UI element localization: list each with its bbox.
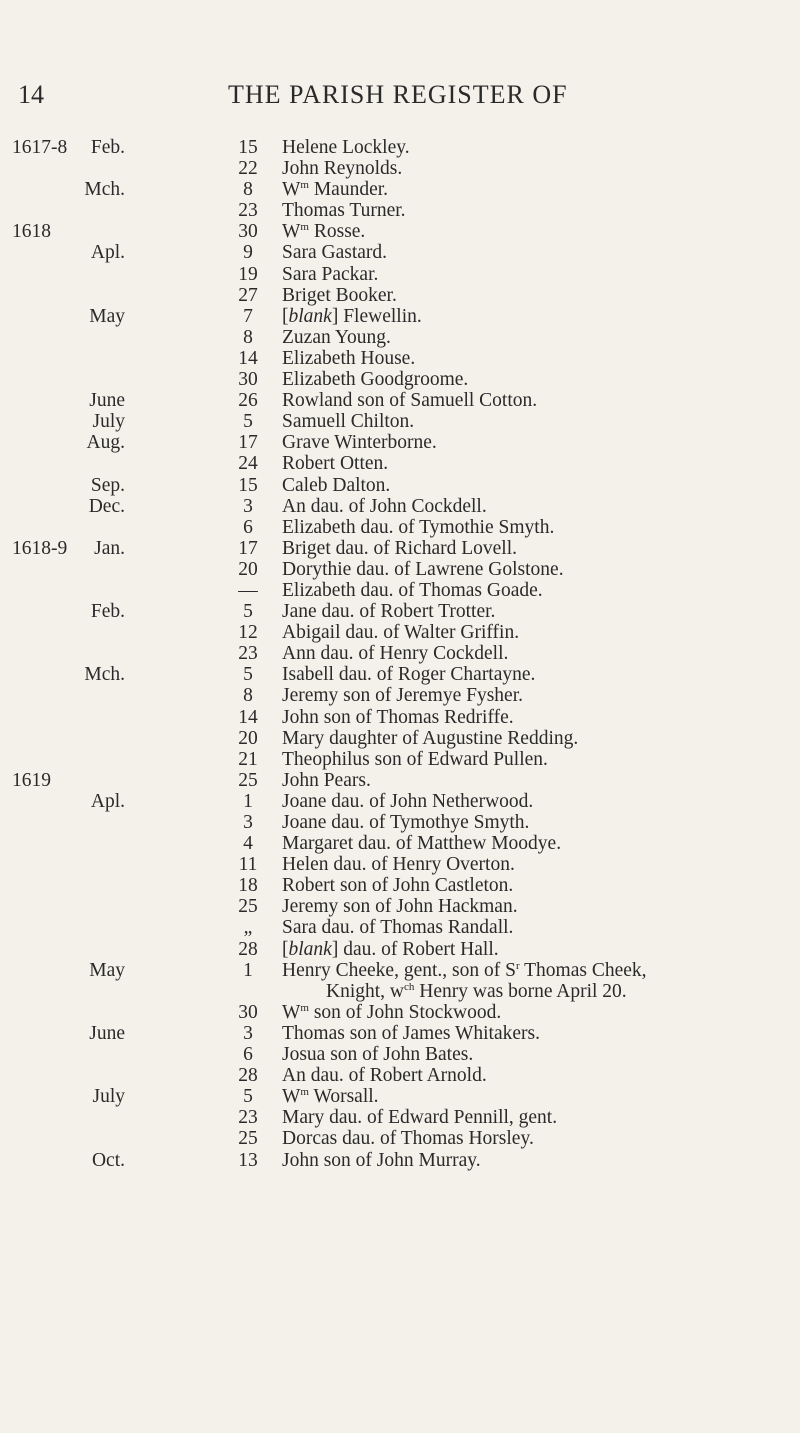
entry-text: Samuell Chilton. xyxy=(282,411,415,433)
running-title: THE PARISH REGISTER OF xyxy=(228,80,568,109)
entry-day: 15 xyxy=(238,474,258,496)
entry-text: Elizabeth dau. of Thomas Goade. xyxy=(282,579,543,601)
entry-text: $W^m$ son of John Stockwood. xyxy=(282,1001,502,1023)
register-entry xyxy=(0,221,800,242)
entry-day: 5 xyxy=(243,1086,253,1108)
entry-day: 13 xyxy=(238,1149,258,1171)
entry-day: 30 xyxy=(238,1001,258,1023)
register-entry xyxy=(0,749,800,770)
entry-day: 3 xyxy=(243,812,253,833)
entry-text: Isabell dau. of Roger Chartayne. xyxy=(282,664,536,686)
register-entry xyxy=(0,939,800,960)
entry-month: June xyxy=(89,390,125,412)
register-entry xyxy=(0,622,800,643)
entry-text: Sara Gastard. xyxy=(282,242,388,264)
entry-day: „ xyxy=(243,917,253,939)
entry-month: Oct. xyxy=(91,1149,125,1171)
entry-month: July xyxy=(92,411,125,433)
entry-day: 17 xyxy=(238,537,258,559)
register-entry xyxy=(0,981,800,1002)
register-entry xyxy=(0,896,800,917)
register-entry xyxy=(0,432,800,453)
register-entry xyxy=(0,770,800,791)
register-entry xyxy=(0,348,800,369)
register-entry xyxy=(0,158,800,179)
entry-month: June xyxy=(89,1022,125,1044)
entry-day: 8 xyxy=(243,685,253,707)
register-entry xyxy=(0,517,800,538)
entry-day: 23 xyxy=(238,643,258,665)
register-entry xyxy=(0,664,800,685)
entry-month: Mch. xyxy=(84,664,125,686)
register-entry xyxy=(0,1128,800,1149)
register-entry xyxy=(0,453,800,474)
entry-day: 26 xyxy=(238,390,258,412)
entry-text: John son of Thomas Redriffe. xyxy=(282,706,514,728)
entry-day: 14 xyxy=(238,347,258,369)
entry-month: Jan. xyxy=(94,537,125,559)
register-entry xyxy=(0,601,800,622)
entry-day: 9 xyxy=(243,242,253,264)
entry-text: An dau. of Robert Arnold. xyxy=(282,1065,487,1087)
entry-day: 12 xyxy=(238,622,258,644)
register-entry xyxy=(0,875,800,896)
entry-month: May xyxy=(89,959,125,981)
entry-text: John Reynolds. xyxy=(282,158,403,180)
entry-month: Apl. xyxy=(90,790,125,812)
register-entry xyxy=(0,1107,800,1128)
entry-text: Helene Lockley. xyxy=(282,137,410,158)
entry-text: Jeremy son of Jeremye Fysher. xyxy=(282,685,523,707)
entry-year: 1619 xyxy=(12,769,51,791)
register-entry xyxy=(0,685,800,706)
entry-text: Ann dau. of Henry Cockdell. xyxy=(282,643,509,665)
entry-day: 5 xyxy=(243,664,253,686)
entry-text: John Pears. xyxy=(282,769,371,791)
register-entries xyxy=(0,137,800,1171)
entry-day: 6 xyxy=(243,516,253,538)
entry-day: 19 xyxy=(238,263,258,285)
page-header xyxy=(0,80,800,120)
entry-text: An dau. of John Cockdell. xyxy=(282,495,487,517)
register-entry xyxy=(0,833,800,854)
entry-text: Sara Packar. xyxy=(282,263,379,285)
entry-month: Apl. xyxy=(90,242,125,264)
entry-text: $W^m$ Rosse. xyxy=(282,221,366,243)
entry-text: Knight, $w^{ch}$ Henry was borne April 20. xyxy=(326,980,627,1002)
register-entry xyxy=(0,707,800,728)
register-entry xyxy=(0,917,800,938)
entry-text: Sara dau. of Thomas Randall. xyxy=(282,917,514,939)
register-entry xyxy=(0,411,800,432)
register-entry xyxy=(0,390,800,411)
entry-month: Sep. xyxy=(90,474,125,496)
entry-text: Jeremy son of John Hackman. xyxy=(282,896,518,918)
entry-text: Zuzan Young. xyxy=(282,326,391,348)
entry-text: Dorcas dau. of Thomas Horsley. xyxy=(282,1128,534,1150)
entry-month: Aug. xyxy=(86,432,125,454)
entry-day: 25 xyxy=(238,769,258,791)
register-entry xyxy=(0,1065,800,1086)
entry-text: Dorythie dau. of Lawrene Golstone. xyxy=(282,558,564,580)
entry-month: Feb. xyxy=(90,601,125,623)
entry-day: 8 xyxy=(243,179,253,201)
entry-text: Thomas son of James Whitakers. xyxy=(282,1022,540,1044)
entry-text: Thomas Turner. xyxy=(282,200,406,222)
entry-text: Henry Cheeke, gent., son of $S^r$ Thomas Cheek, xyxy=(282,959,647,981)
entry-day: 6 xyxy=(243,1044,253,1066)
entry-text: Briget Booker. xyxy=(282,284,397,306)
register-entry xyxy=(0,369,800,390)
entry-day: 14 xyxy=(238,706,258,728)
entry-day: 23 xyxy=(238,1107,258,1129)
entry-text: Robert Otten. xyxy=(282,453,389,475)
entry-day: 30 xyxy=(238,221,258,243)
page-number: 14 xyxy=(18,80,44,109)
entry-month: Feb. xyxy=(90,137,125,158)
register-entry xyxy=(0,179,800,200)
register-entry xyxy=(0,580,800,601)
register-entry xyxy=(0,200,800,221)
register-entry xyxy=(0,1002,800,1023)
register-entry xyxy=(0,812,800,833)
entry-day: 20 xyxy=(238,558,258,580)
register-entry xyxy=(0,475,800,496)
register-entry xyxy=(0,137,800,158)
entry-text: Elizabeth Goodgroome. xyxy=(282,369,469,391)
entry-day: 5 xyxy=(243,411,253,433)
entry-text: Joane dau. of Tymothye Smyth. xyxy=(282,812,530,833)
register-entry xyxy=(0,960,800,981)
entry-month: July xyxy=(92,1086,125,1108)
entry-day: 18 xyxy=(238,875,258,897)
entry-day: 11 xyxy=(238,854,258,876)
register-entry xyxy=(0,1044,800,1065)
entry-text: Elizabeth dau. of Tymothie Smyth. xyxy=(282,516,555,538)
entry-day: 23 xyxy=(238,200,258,222)
register-entry xyxy=(0,285,800,306)
register-entry xyxy=(0,643,800,664)
entry-day: 3 xyxy=(243,495,253,517)
register-entry xyxy=(0,264,800,285)
entry-year: 1617-8 xyxy=(12,137,68,158)
entry-day: 3 xyxy=(243,1022,253,1044)
entry-text: Joane dau. of John Netherwood. xyxy=(282,790,534,812)
entry-day: 30 xyxy=(238,369,258,391)
register-entry xyxy=(0,1086,800,1107)
entry-day: 4 xyxy=(243,833,253,855)
entry-text: Helen dau. of Henry Overton. xyxy=(282,854,515,876)
entry-text: $W^m$ Worsall. xyxy=(282,1086,379,1108)
entry-month: Mch. xyxy=(84,179,125,201)
register-entry xyxy=(0,791,800,812)
entry-day: 1 xyxy=(243,959,253,981)
entry-text: Briget dau. of Richard Lovell. xyxy=(282,537,518,559)
entry-day: 24 xyxy=(238,453,258,475)
register-entry xyxy=(0,242,800,263)
entry-text: [blank] Flewellin. xyxy=(282,305,422,327)
entry-text: John son of John Murray. xyxy=(282,1149,481,1171)
register-entry xyxy=(0,728,800,749)
register-entry xyxy=(0,538,800,559)
entry-year: 1618 xyxy=(12,221,51,243)
entry-text: Rowland son of Samuell Cotton. xyxy=(282,390,538,412)
entry-day: 21 xyxy=(238,748,258,770)
entry-text: Robert son of John Castleton. xyxy=(282,875,514,897)
entry-month: May xyxy=(89,305,125,327)
entry-day: — xyxy=(238,579,258,601)
entry-month: Dec. xyxy=(88,495,125,517)
entry-day: 17 xyxy=(238,432,258,454)
entry-text: [blank] dau. of Robert Hall. xyxy=(282,938,499,960)
entry-text: Mary daughter of Augustine Redding. xyxy=(282,727,579,749)
entry-text: Jane dau. of Robert Trotter. xyxy=(282,601,496,623)
entry-day: 22 xyxy=(238,158,258,180)
register-entry xyxy=(0,496,800,517)
entry-text: Abigail dau. of Walter Griffin. xyxy=(282,622,520,644)
entry-year: 1618-9 xyxy=(12,537,68,559)
entry-day: 25 xyxy=(238,1128,258,1150)
entry-day: 20 xyxy=(238,727,258,749)
entry-day: 7 xyxy=(243,305,253,327)
register-entry xyxy=(0,1023,800,1044)
entry-text: Caleb Dalton. xyxy=(282,474,391,496)
entry-day: 28 xyxy=(238,938,258,960)
entry-text: Margaret dau. of Matthew Moodye. xyxy=(282,833,562,855)
entry-day: 1 xyxy=(243,790,253,812)
register-entry xyxy=(0,1150,800,1171)
register-entry xyxy=(0,306,800,327)
register-entry xyxy=(0,327,800,348)
entry-day: 27 xyxy=(238,284,258,306)
entry-day: 25 xyxy=(238,896,258,918)
entry-day: 15 xyxy=(238,137,258,158)
entry-day: 8 xyxy=(243,326,253,348)
entry-day: 5 xyxy=(243,601,253,623)
entry-text: Elizabeth House. xyxy=(282,347,416,369)
entry-text: $W^m$ Maunder. xyxy=(282,179,389,201)
entry-text: Mary dau. of Edward Pennill, gent. xyxy=(282,1107,558,1129)
entry-day: 28 xyxy=(238,1065,258,1087)
entry-text: Josua son of John Bates. xyxy=(282,1044,474,1066)
register-entry xyxy=(0,559,800,580)
entry-text: Grave Winterborne. xyxy=(282,432,437,454)
register-entry xyxy=(0,854,800,875)
entry-text: Theophilus son of Edward Pullen. xyxy=(282,748,548,770)
